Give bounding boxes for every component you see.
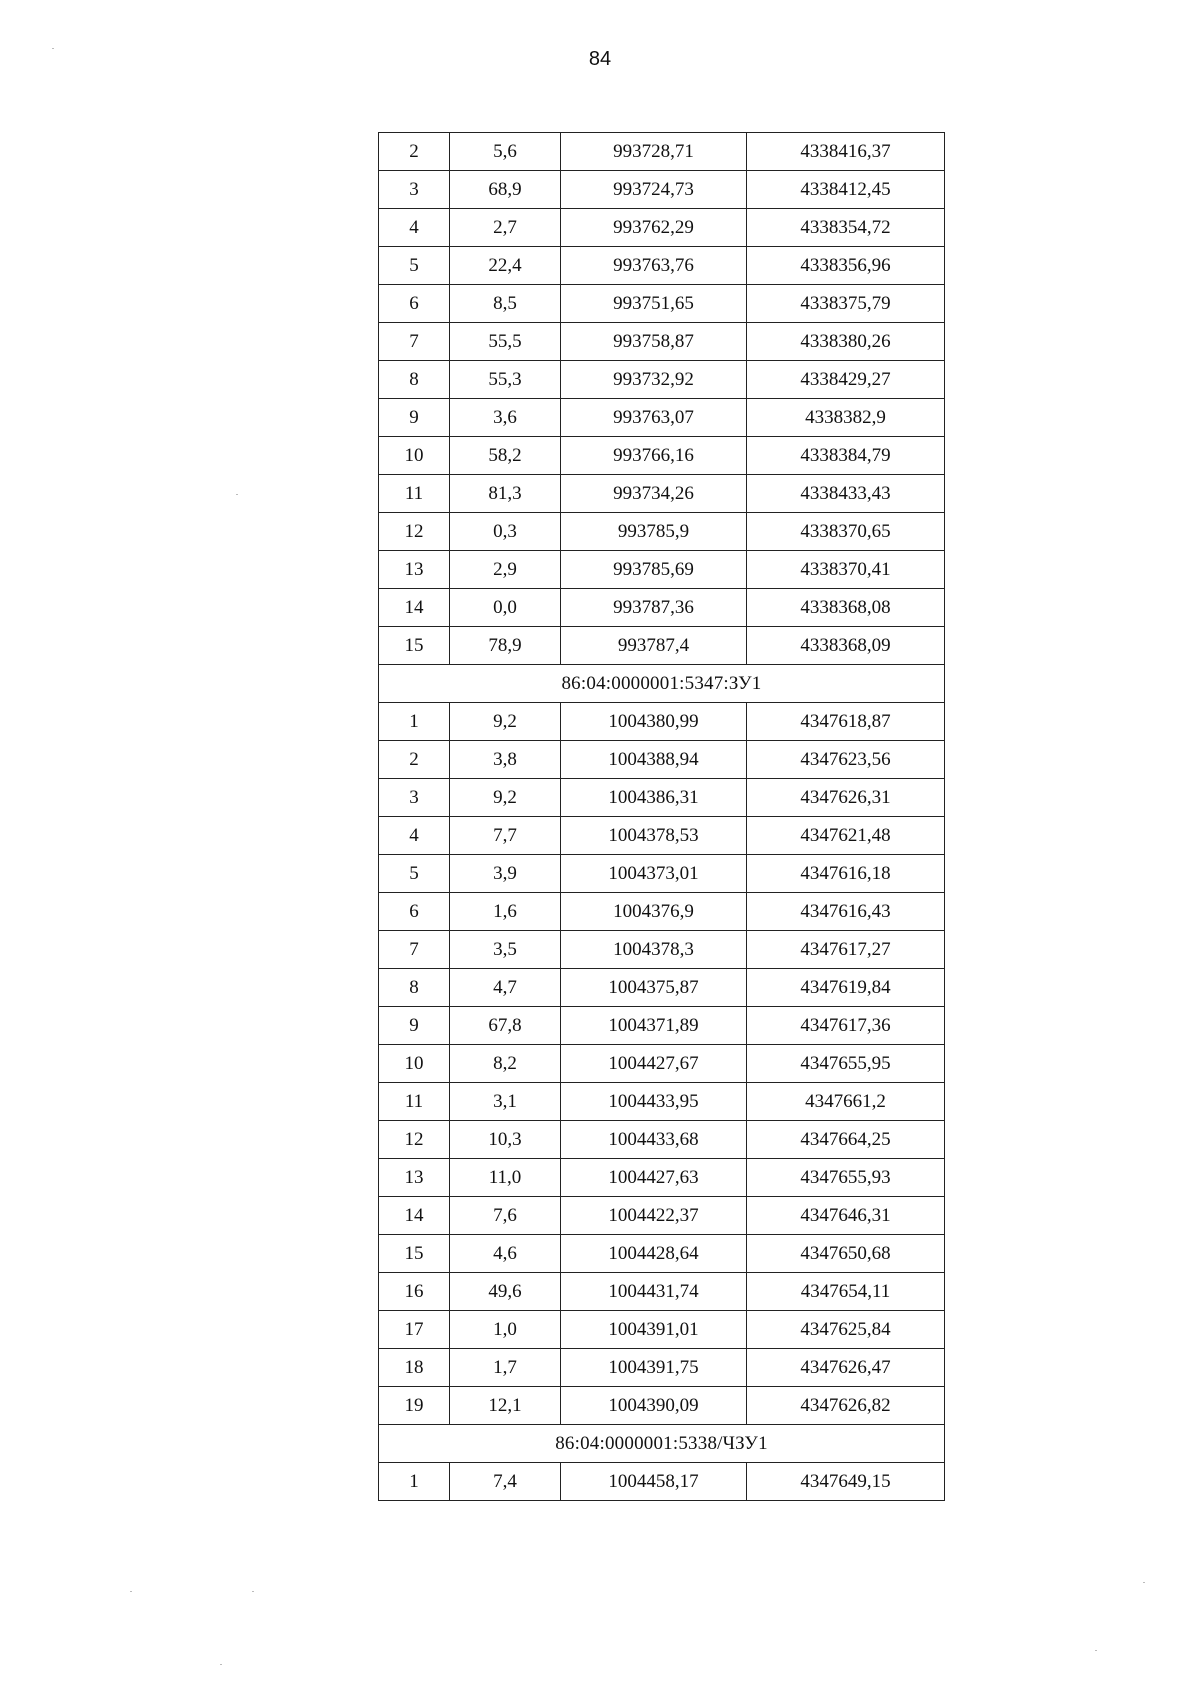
x-coordinate-cell: 993724,73: [561, 171, 747, 209]
table-row: [379, 1273, 945, 1311]
point-number-cell: 11: [379, 1083, 450, 1121]
table-row: [379, 1463, 945, 1501]
table-row: [379, 1235, 945, 1273]
point-number-cell: 9: [379, 1007, 450, 1045]
distance-cell: 1,0: [450, 1311, 561, 1349]
table-row: [379, 893, 945, 931]
y-coordinate-cell: 4338416,37: [747, 133, 945, 171]
distance-cell: 8,2: [450, 1045, 561, 1083]
table-row: [379, 513, 945, 551]
point-number-cell: 15: [379, 627, 450, 665]
point-number-cell: 12: [379, 1121, 450, 1159]
x-coordinate-cell: 1004391,01: [561, 1311, 747, 1349]
coordinates-table-body: [379, 133, 945, 1501]
point-number-cell: 13: [379, 1159, 450, 1197]
point-number-cell: 6: [379, 893, 450, 931]
x-coordinate-cell: 993763,76: [561, 247, 747, 285]
x-coordinate-cell: 1004371,89: [561, 1007, 747, 1045]
distance-cell: 11,0: [450, 1159, 561, 1197]
table-row: [379, 855, 945, 893]
x-coordinate-cell: 993785,69: [561, 551, 747, 589]
y-coordinate-cell: 4347655,93: [747, 1159, 945, 1197]
y-coordinate-cell: 4338429,27: [747, 361, 945, 399]
table-row: [379, 551, 945, 589]
table-row: [379, 1311, 945, 1349]
distance-cell: 68,9: [450, 171, 561, 209]
x-coordinate-cell: 1004386,31: [561, 779, 747, 817]
x-coordinate-cell: 1004373,01: [561, 855, 747, 893]
y-coordinate-cell: 4338412,45: [747, 171, 945, 209]
point-number-cell: 12: [379, 513, 450, 551]
y-coordinate-cell: 4338368,09: [747, 627, 945, 665]
x-coordinate-cell: 1004433,68: [561, 1121, 747, 1159]
y-coordinate-cell: 4347625,84: [747, 1311, 945, 1349]
y-coordinate-cell: 4347616,43: [747, 893, 945, 931]
point-number-cell: 1: [379, 703, 450, 741]
table-row: [379, 741, 945, 779]
y-coordinate-cell: 4338354,72: [747, 209, 945, 247]
x-coordinate-cell: 1004376,9: [561, 893, 747, 931]
page-number: 84: [588, 48, 612, 70]
point-number-cell: 5: [379, 247, 450, 285]
table-row: [379, 133, 945, 171]
distance-cell: 49,6: [450, 1273, 561, 1311]
y-coordinate-cell: 4347649,15: [747, 1463, 945, 1501]
distance-cell: 5,6: [450, 133, 561, 171]
table-row: [379, 285, 945, 323]
distance-cell: 22,4: [450, 247, 561, 285]
y-coordinate-cell: 4347616,18: [747, 855, 945, 893]
distance-cell: 3,1: [450, 1083, 561, 1121]
distance-cell: 9,2: [450, 703, 561, 741]
table-row: [379, 589, 945, 627]
x-coordinate-cell: 993763,07: [561, 399, 747, 437]
scan-speck: [236, 494, 238, 495]
distance-cell: 67,8: [450, 1007, 561, 1045]
x-coordinate-cell: 993751,65: [561, 285, 747, 323]
scan-speck: [1143, 1582, 1145, 1583]
point-number-cell: 3: [379, 779, 450, 817]
scan-speck: [130, 1591, 132, 1592]
y-coordinate-cell: 4347664,25: [747, 1121, 945, 1159]
point-number-cell: 3: [379, 171, 450, 209]
table-row: [379, 969, 945, 1007]
y-coordinate-cell: 4338370,65: [747, 513, 945, 551]
y-coordinate-cell: 4338370,41: [747, 551, 945, 589]
x-coordinate-cell: 1004378,53: [561, 817, 747, 855]
x-coordinate-cell: 993734,26: [561, 475, 747, 513]
y-coordinate-cell: 4347617,36: [747, 1007, 945, 1045]
distance-cell: 12,1: [450, 1387, 561, 1425]
x-coordinate-cell: 1004458,17: [561, 1463, 747, 1501]
distance-cell: 78,9: [450, 627, 561, 665]
y-coordinate-cell: 4338368,08: [747, 589, 945, 627]
distance-cell: 4,7: [450, 969, 561, 1007]
x-coordinate-cell: 1004380,99: [561, 703, 747, 741]
x-coordinate-cell: 1004378,3: [561, 931, 747, 969]
table-row: [379, 475, 945, 513]
table-row: [379, 361, 945, 399]
scan-speck: [52, 48, 54, 49]
x-coordinate-cell: 1004375,87: [561, 969, 747, 1007]
point-number-cell: 4: [379, 817, 450, 855]
distance-cell: 2,9: [450, 551, 561, 589]
distance-cell: 9,2: [450, 779, 561, 817]
distance-cell: 10,3: [450, 1121, 561, 1159]
table-row: [379, 171, 945, 209]
y-coordinate-cell: 4347626,31: [747, 779, 945, 817]
y-coordinate-cell: 4347617,27: [747, 931, 945, 969]
table-row: [379, 703, 945, 741]
table-row: [379, 1159, 945, 1197]
x-coordinate-cell: 993787,4: [561, 627, 747, 665]
x-coordinate-cell: 993758,87: [561, 323, 747, 361]
point-number-cell: 13: [379, 551, 450, 589]
table-row: [379, 1197, 945, 1235]
table-row: [379, 627, 945, 665]
table-row: [379, 399, 945, 437]
point-number-cell: 8: [379, 361, 450, 399]
point-number-cell: 7: [379, 931, 450, 969]
x-coordinate-cell: 993762,29: [561, 209, 747, 247]
scan-speck: [1095, 1650, 1097, 1651]
table-row: [379, 437, 945, 475]
table-row: [379, 1387, 945, 1425]
y-coordinate-cell: 4347661,2: [747, 1083, 945, 1121]
y-coordinate-cell: 4347655,95: [747, 1045, 945, 1083]
distance-cell: 3,5: [450, 931, 561, 969]
point-number-cell: 5: [379, 855, 450, 893]
y-coordinate-cell: 4347646,31: [747, 1197, 945, 1235]
distance-cell: 7,7: [450, 817, 561, 855]
x-coordinate-cell: 993732,92: [561, 361, 747, 399]
point-number-cell: 10: [379, 1045, 450, 1083]
distance-cell: 0,0: [450, 589, 561, 627]
coordinates-table: [378, 132, 945, 1501]
point-number-cell: 1: [379, 1463, 450, 1501]
point-number-cell: 14: [379, 589, 450, 627]
y-coordinate-cell: 4347623,56: [747, 741, 945, 779]
point-number-cell: 19: [379, 1387, 450, 1425]
distance-cell: 7,6: [450, 1197, 561, 1235]
y-coordinate-cell: 4347626,82: [747, 1387, 945, 1425]
x-coordinate-cell: 1004431,74: [561, 1273, 747, 1311]
table-row: [379, 1045, 945, 1083]
x-coordinate-cell: 1004427,63: [561, 1159, 747, 1197]
cadastral-number-cell: 86:04:0000001:5338/ЧЗУ1: [379, 1425, 945, 1463]
section-header-row: [379, 665, 945, 703]
point-number-cell: 14: [379, 1197, 450, 1235]
x-coordinate-cell: 1004388,94: [561, 741, 747, 779]
y-coordinate-cell: 4338356,96: [747, 247, 945, 285]
y-coordinate-cell: 4338384,79: [747, 437, 945, 475]
x-coordinate-cell: 993728,71: [561, 133, 747, 171]
y-coordinate-cell: 4347654,11: [747, 1273, 945, 1311]
y-coordinate-cell: 4347621,48: [747, 817, 945, 855]
y-coordinate-cell: 4338433,43: [747, 475, 945, 513]
table-row: [379, 209, 945, 247]
distance-cell: 3,6: [450, 399, 561, 437]
x-coordinate-cell: 1004427,67: [561, 1045, 747, 1083]
cadastral-number-cell: 86:04:0000001:5347:ЗУ1: [379, 665, 945, 703]
point-number-cell: 17: [379, 1311, 450, 1349]
distance-cell: 81,3: [450, 475, 561, 513]
point-number-cell: 11: [379, 475, 450, 513]
table-row: [379, 1007, 945, 1045]
y-coordinate-cell: 4338375,79: [747, 285, 945, 323]
point-number-cell: 15: [379, 1235, 450, 1273]
scan-speck: [252, 1591, 254, 1592]
y-coordinate-cell: 4347626,47: [747, 1349, 945, 1387]
point-number-cell: 7: [379, 323, 450, 361]
point-number-cell: 6: [379, 285, 450, 323]
x-coordinate-cell: 993785,9: [561, 513, 747, 551]
distance-cell: 55,3: [450, 361, 561, 399]
distance-cell: 7,4: [450, 1463, 561, 1501]
point-number-cell: 10: [379, 437, 450, 475]
x-coordinate-cell: 1004422,37: [561, 1197, 747, 1235]
point-number-cell: 2: [379, 741, 450, 779]
point-number-cell: 2: [379, 133, 450, 171]
point-number-cell: 16: [379, 1273, 450, 1311]
x-coordinate-cell: 993787,36: [561, 589, 747, 627]
table-row: [379, 1349, 945, 1387]
distance-cell: 4,6: [450, 1235, 561, 1273]
x-coordinate-cell: 1004391,75: [561, 1349, 747, 1387]
table-row: [379, 931, 945, 969]
y-coordinate-cell: 4338380,26: [747, 323, 945, 361]
section-header-row: [379, 1425, 945, 1463]
distance-cell: 8,5: [450, 285, 561, 323]
distance-cell: 55,5: [450, 323, 561, 361]
table-row: [379, 1083, 945, 1121]
distance-cell: 2,7: [450, 209, 561, 247]
table-row: [379, 1121, 945, 1159]
y-coordinate-cell: 4347618,87: [747, 703, 945, 741]
table-row: [379, 779, 945, 817]
x-coordinate-cell: 1004390,09: [561, 1387, 747, 1425]
x-coordinate-cell: 1004433,95: [561, 1083, 747, 1121]
distance-cell: 3,9: [450, 855, 561, 893]
x-coordinate-cell: 1004428,64: [561, 1235, 747, 1273]
y-coordinate-cell: 4338382,9: [747, 399, 945, 437]
distance-cell: 3,8: [450, 741, 561, 779]
distance-cell: 0,3: [450, 513, 561, 551]
point-number-cell: 4: [379, 209, 450, 247]
scan-speck: [220, 1664, 222, 1665]
y-coordinate-cell: 4347650,68: [747, 1235, 945, 1273]
y-coordinate-cell: 4347619,84: [747, 969, 945, 1007]
distance-cell: 1,6: [450, 893, 561, 931]
distance-cell: 1,7: [450, 1349, 561, 1387]
distance-cell: 58,2: [450, 437, 561, 475]
table-row: [379, 323, 945, 361]
x-coordinate-cell: 993766,16: [561, 437, 747, 475]
point-number-cell: 9: [379, 399, 450, 437]
table-row: [379, 817, 945, 855]
point-number-cell: 8: [379, 969, 450, 1007]
table-row: [379, 247, 945, 285]
point-number-cell: 18: [379, 1349, 450, 1387]
